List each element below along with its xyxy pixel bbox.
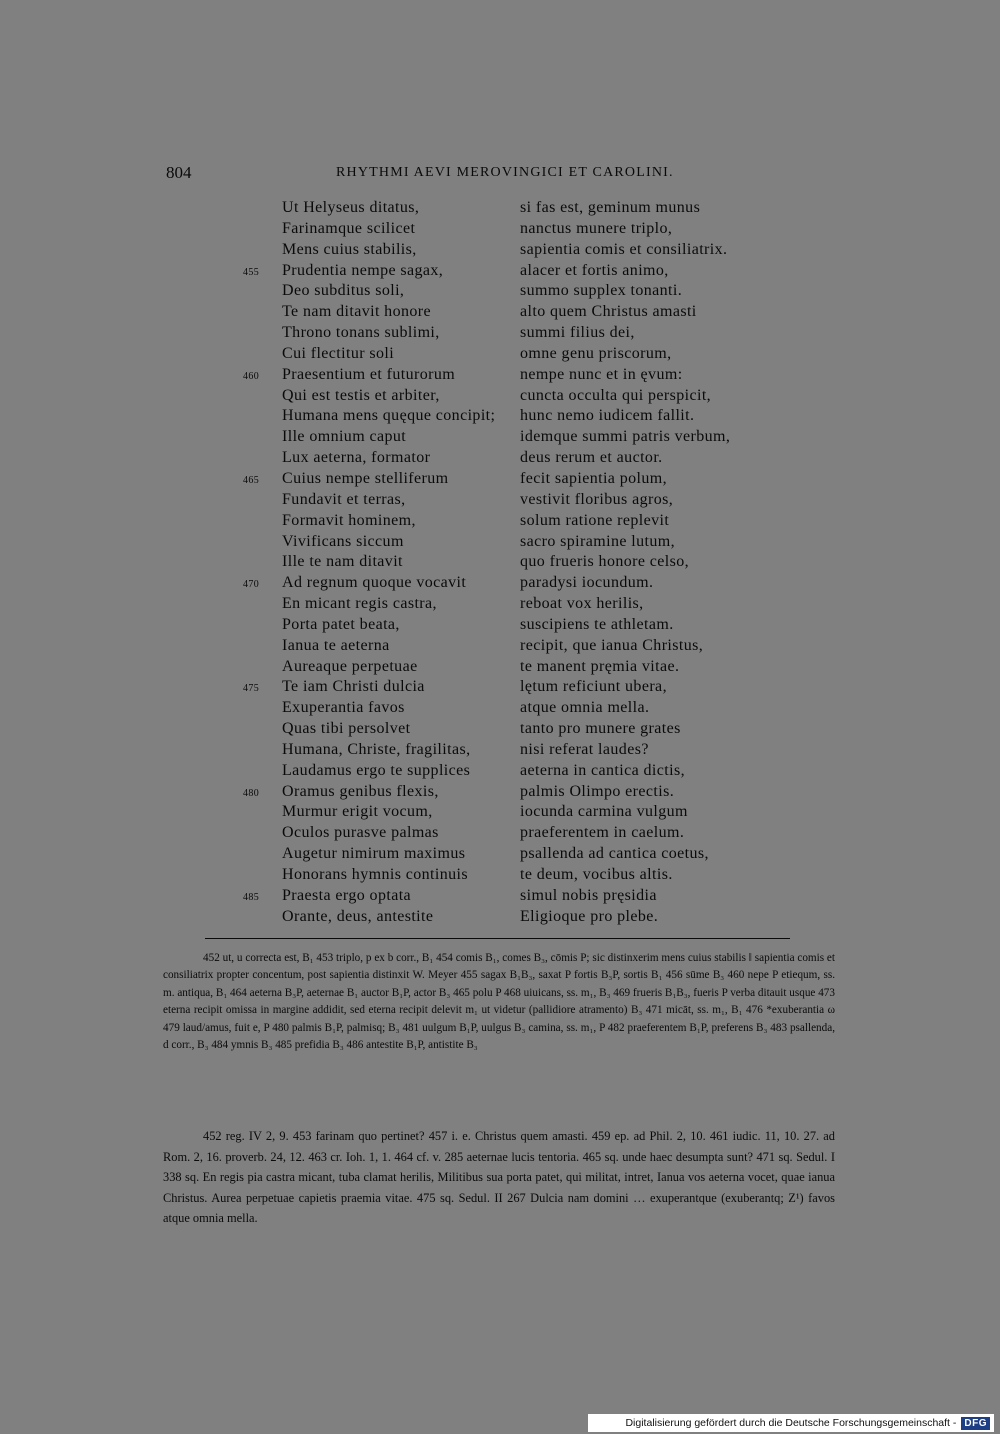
- verse-left-half: Throno tonans sublimi,: [282, 324, 440, 342]
- apparatus-text: 452 ut, u correcta est, B₁ 453 triplo, p ex b corr., B₁ 454 comis B₁, comes B₃, cōmis P; sic distinxerim mens cuius stabilis ‖ sapientia comis et consiliatrix propter concentum, post sapientia distinxit W. Meyer 455 sagax B₁B₃, saxat P fortis B₃P, sortis B₁ 456 sūme B₃ 460 nepe P etiequm, ss. m. antiqua, B₁ 464 aeterna B₃P, aeternae B₁ auctor B₁P, actor B₃ 465 polu P 468 uiuicans, ss. m₁, B₃ 469 frueris B₁B₃, fueris P verba ditauit usque 473 eterna recipit omissa in margine addidit, sed eterna recipit delevit m₁ ut videtur (pallidiore atramento) B₃ 471 micāt, ss. m₁, B₁ 476 *exuberantia ω 479 laud/amus, fuit e, P 480 palmis B₁P, palmisq; B₃ 481 uulgum B₁P, uulgus B₃ camina, ss. m₁, P 482 praeferentem B₁P, preferens B₃ 483 psallenda, d corr., B₃ 484 ymnis B₃ 485 prefidia B₃ 486 antestite B₁P, antistite B₃: [163, 952, 835, 1052]
- verse-line: [0, 574, 1000, 595]
- verse-right-half: praeferentem in caelum.: [520, 824, 685, 842]
- footnote-rule: [205, 938, 790, 939]
- verse-right-half: omne genu priscorum,: [520, 344, 672, 362]
- verse-line: [0, 908, 1000, 929]
- verse-right-half: sacro spiramine lutum,: [520, 532, 675, 550]
- verse-number: 460: [243, 370, 260, 382]
- verse-line: [0, 345, 1000, 366]
- verse-left-half: Te nam ditavit honore: [282, 303, 432, 321]
- verse-right-half: reboat vox herilis,: [520, 595, 644, 613]
- page-number: 804: [166, 163, 192, 182]
- verse-left-half: Murmur erigit vocum,: [282, 803, 433, 821]
- verse-line: [0, 449, 1000, 470]
- verse-line: [0, 616, 1000, 637]
- verse-right-half: psallenda ad cantica coetus,: [520, 845, 709, 863]
- verse-line: [0, 533, 1000, 554]
- verse-right-half: paradysi iocundum.: [520, 574, 654, 592]
- verse-line: [0, 491, 1000, 512]
- verse-left-half: Quas tibi persolvet: [282, 720, 411, 738]
- verse-left-half: Ille omnium caput: [282, 428, 407, 446]
- verse-left-half: Mens cuius stabilis,: [282, 240, 417, 258]
- verse-left-half: Fundavit et terras,: [282, 490, 406, 508]
- verse-right-half: lętum reficiunt ubera,: [520, 678, 667, 696]
- verse-line: [0, 470, 1000, 491]
- verse-line: [0, 824, 1000, 845]
- verse-line: [0, 678, 1000, 699]
- verse-right-half: nisi referat laudes?: [520, 740, 649, 758]
- verse-left-half: Praesentium et futurorum: [282, 365, 456, 383]
- verse-number: 475: [243, 683, 260, 695]
- verse-left-half: Laudamus ergo te supplices: [282, 761, 471, 779]
- dfg-logo: DFG: [961, 1417, 990, 1430]
- verse-left-half: Ille te nam ditavit: [282, 553, 403, 571]
- verse-line: [0, 241, 1000, 262]
- verse-left-half: Cui flectitur soli: [282, 344, 395, 362]
- poem-text: [0, 199, 1000, 929]
- verse-left-half: Porta patet beata,: [282, 615, 400, 633]
- verse-left-half: Formavit hominem,: [282, 511, 416, 529]
- verse-right-half: summo supplex tonanti.: [520, 282, 683, 300]
- verse-right-half: aeterna in cantica dictis,: [520, 761, 685, 779]
- verse-line: [0, 741, 1000, 762]
- verse-left-half: Augetur nimirum maximus: [282, 845, 466, 863]
- verse-line: [0, 407, 1000, 428]
- verse-right-half: suscipiens te athletam.: [520, 615, 674, 633]
- verse-right-half: deus rerum et auctor.: [520, 449, 663, 467]
- source-notes: [163, 1126, 835, 1229]
- verse-left-half: Honorans hymnis continuis: [282, 866, 468, 883]
- verse-right-half: alacer et fortis animo,: [520, 261, 669, 279]
- verse-right-half: cuncta occulta qui perspicit,: [520, 386, 712, 404]
- running-title: RHYTHMI AEVI MEROVINGICI ET CAROLINI.: [336, 165, 674, 180]
- verse-right-half: tanto pro munere grates: [520, 720, 681, 738]
- verse-right-half: fecit sapientia polum,: [520, 469, 667, 487]
- verse-left-half: Exuperantia favos: [282, 699, 405, 717]
- verse-line: [0, 366, 1000, 387]
- verse-number: 455: [243, 266, 260, 278]
- verse-right-half: iocunda carmina vulgum: [520, 803, 688, 821]
- verse-line: [0, 324, 1000, 345]
- verse-left-half: Humana mens quęque concipit;: [282, 407, 496, 425]
- verse-left-half: Orante, deus, antestite: [282, 907, 434, 925]
- source-notes-text: 452 reg. IV 2, 9. 453 farinam quo pertinet? 457 i. e. Christus quem amasti. 459 ep. ad Phil. 2, 10. 461 iudic. 11, 10. 27. ad Rom. 2, 16. proverb. 24, 12. 463 cr. Ioh. 1, 1. 464 cf. v. 285 aeternae lucis tentoria. 465 sq. unde haec desumpta sunt? 471 sq. Sedul. I 338 sq. En regis pia castra micant, tuba clamat herilis, Militibus sua porta patet, qui militat, intret, Ianua vos aeterna vocet, quae ianua Christus. Aurea perpetuae capietis praemia vitae. 475 sq. Sedul. II 267 Dulcia nam domini … exuperantque (exuberantq; Z¹) favos atque omnia mella.: [163, 1129, 835, 1226]
- verse-right-half: summi filius dei,: [520, 324, 635, 342]
- verse-left-half: Qui est testis et arbiter,: [282, 386, 440, 404]
- verse-left-half: Ut Helyseus ditatus,: [282, 199, 420, 216]
- critical-apparatus: [163, 950, 835, 1054]
- verse-right-half: solum ratione replevit: [520, 511, 670, 529]
- verse-right-half: simul nobis pręsidia: [520, 886, 657, 904]
- verse-right-half: si fas est, geminum munus: [520, 199, 701, 216]
- verse-right-half: atque omnia mella.: [520, 699, 650, 717]
- verse-right-half: nanctus munere triplo,: [520, 219, 673, 237]
- verse-left-half: Ianua te aeterna: [282, 636, 390, 654]
- verse-line: [0, 220, 1000, 241]
- verse-right-half: hunc nemo iudicem fallit.: [520, 407, 695, 425]
- verse-number: 480: [243, 787, 260, 799]
- dfg-footer-bar: [588, 1414, 994, 1432]
- verse-right-half: idemque summi patris verbum,: [520, 428, 731, 446]
- verse-right-half: Eligioque pro plebe.: [520, 907, 659, 925]
- verse-line: [0, 658, 1000, 679]
- verse-left-half: Farinamque scilicet: [282, 219, 416, 237]
- verse-right-half: te manent pręmia vitae.: [520, 657, 680, 675]
- verse-line: [0, 303, 1000, 324]
- page-header: [166, 163, 806, 187]
- verse-left-half: Praesta ergo optata: [282, 886, 412, 904]
- verse-right-half: sapientia comis et consiliatrix.: [520, 240, 728, 258]
- verse-line: [0, 866, 1000, 887]
- verse-line: [0, 803, 1000, 824]
- footer-text: Digitalisierung gefördert durch die Deutsche Forschungsgemeinschaft -: [625, 1417, 957, 1429]
- verse-number: 485: [243, 891, 260, 903]
- verse-left-half: Ad regnum quoque vocavit: [282, 574, 467, 592]
- verse-left-half: Deo subditus soli,: [282, 282, 405, 300]
- verse-line: [0, 699, 1000, 720]
- verse-left-half: Aureaque perpetuae: [282, 657, 418, 675]
- verse-line: [0, 428, 1000, 449]
- verse-left-half: Humana, Christe, fragilitas,: [282, 740, 471, 758]
- verse-line: [0, 637, 1000, 658]
- verse-left-half: Lux aeterna, formator: [282, 449, 431, 467]
- verse-line: [0, 783, 1000, 804]
- verse-right-half: nempe nunc et in ęvum:: [520, 365, 683, 383]
- verse-line: [0, 553, 1000, 574]
- verse-left-half: Prudentia nempe sagax,: [282, 261, 444, 279]
- verse-left-half: Oculos purasve palmas: [282, 824, 439, 842]
- verse-right-half: quo frueris honore celso,: [520, 553, 690, 571]
- verse-left-half: Te iam Christi dulcia: [282, 678, 425, 696]
- verse-right-half: recipit, que ianua Christus,: [520, 636, 704, 654]
- verse-line: [0, 887, 1000, 908]
- verse-number: 470: [243, 579, 260, 591]
- verse-left-half: Cuius nempe stelliferum: [282, 469, 449, 487]
- verse-line: [0, 762, 1000, 783]
- verse-line: [0, 512, 1000, 533]
- verse-right-half: te deum, vocibus altis.: [520, 866, 673, 883]
- verse-line: [0, 720, 1000, 741]
- verse-right-half: vestivit floribus agros,: [520, 490, 674, 508]
- verse-right-half: palmis Olimpo erectis.: [520, 782, 675, 800]
- verse-left-half: Vivificans siccum: [282, 532, 404, 550]
- verse-left-half: En micant regis castra,: [282, 595, 437, 613]
- verse-line: [0, 282, 1000, 303]
- verse-line: [0, 199, 1000, 220]
- verse-right-half: alto quem Christus amasti: [520, 303, 697, 321]
- verse-left-half: Oramus genibus flexis,: [282, 782, 439, 800]
- verse-line: [0, 387, 1000, 408]
- verse-line: [0, 595, 1000, 616]
- verse-line: [0, 262, 1000, 283]
- verse-line: [0, 845, 1000, 866]
- verse-number: 465: [243, 474, 260, 486]
